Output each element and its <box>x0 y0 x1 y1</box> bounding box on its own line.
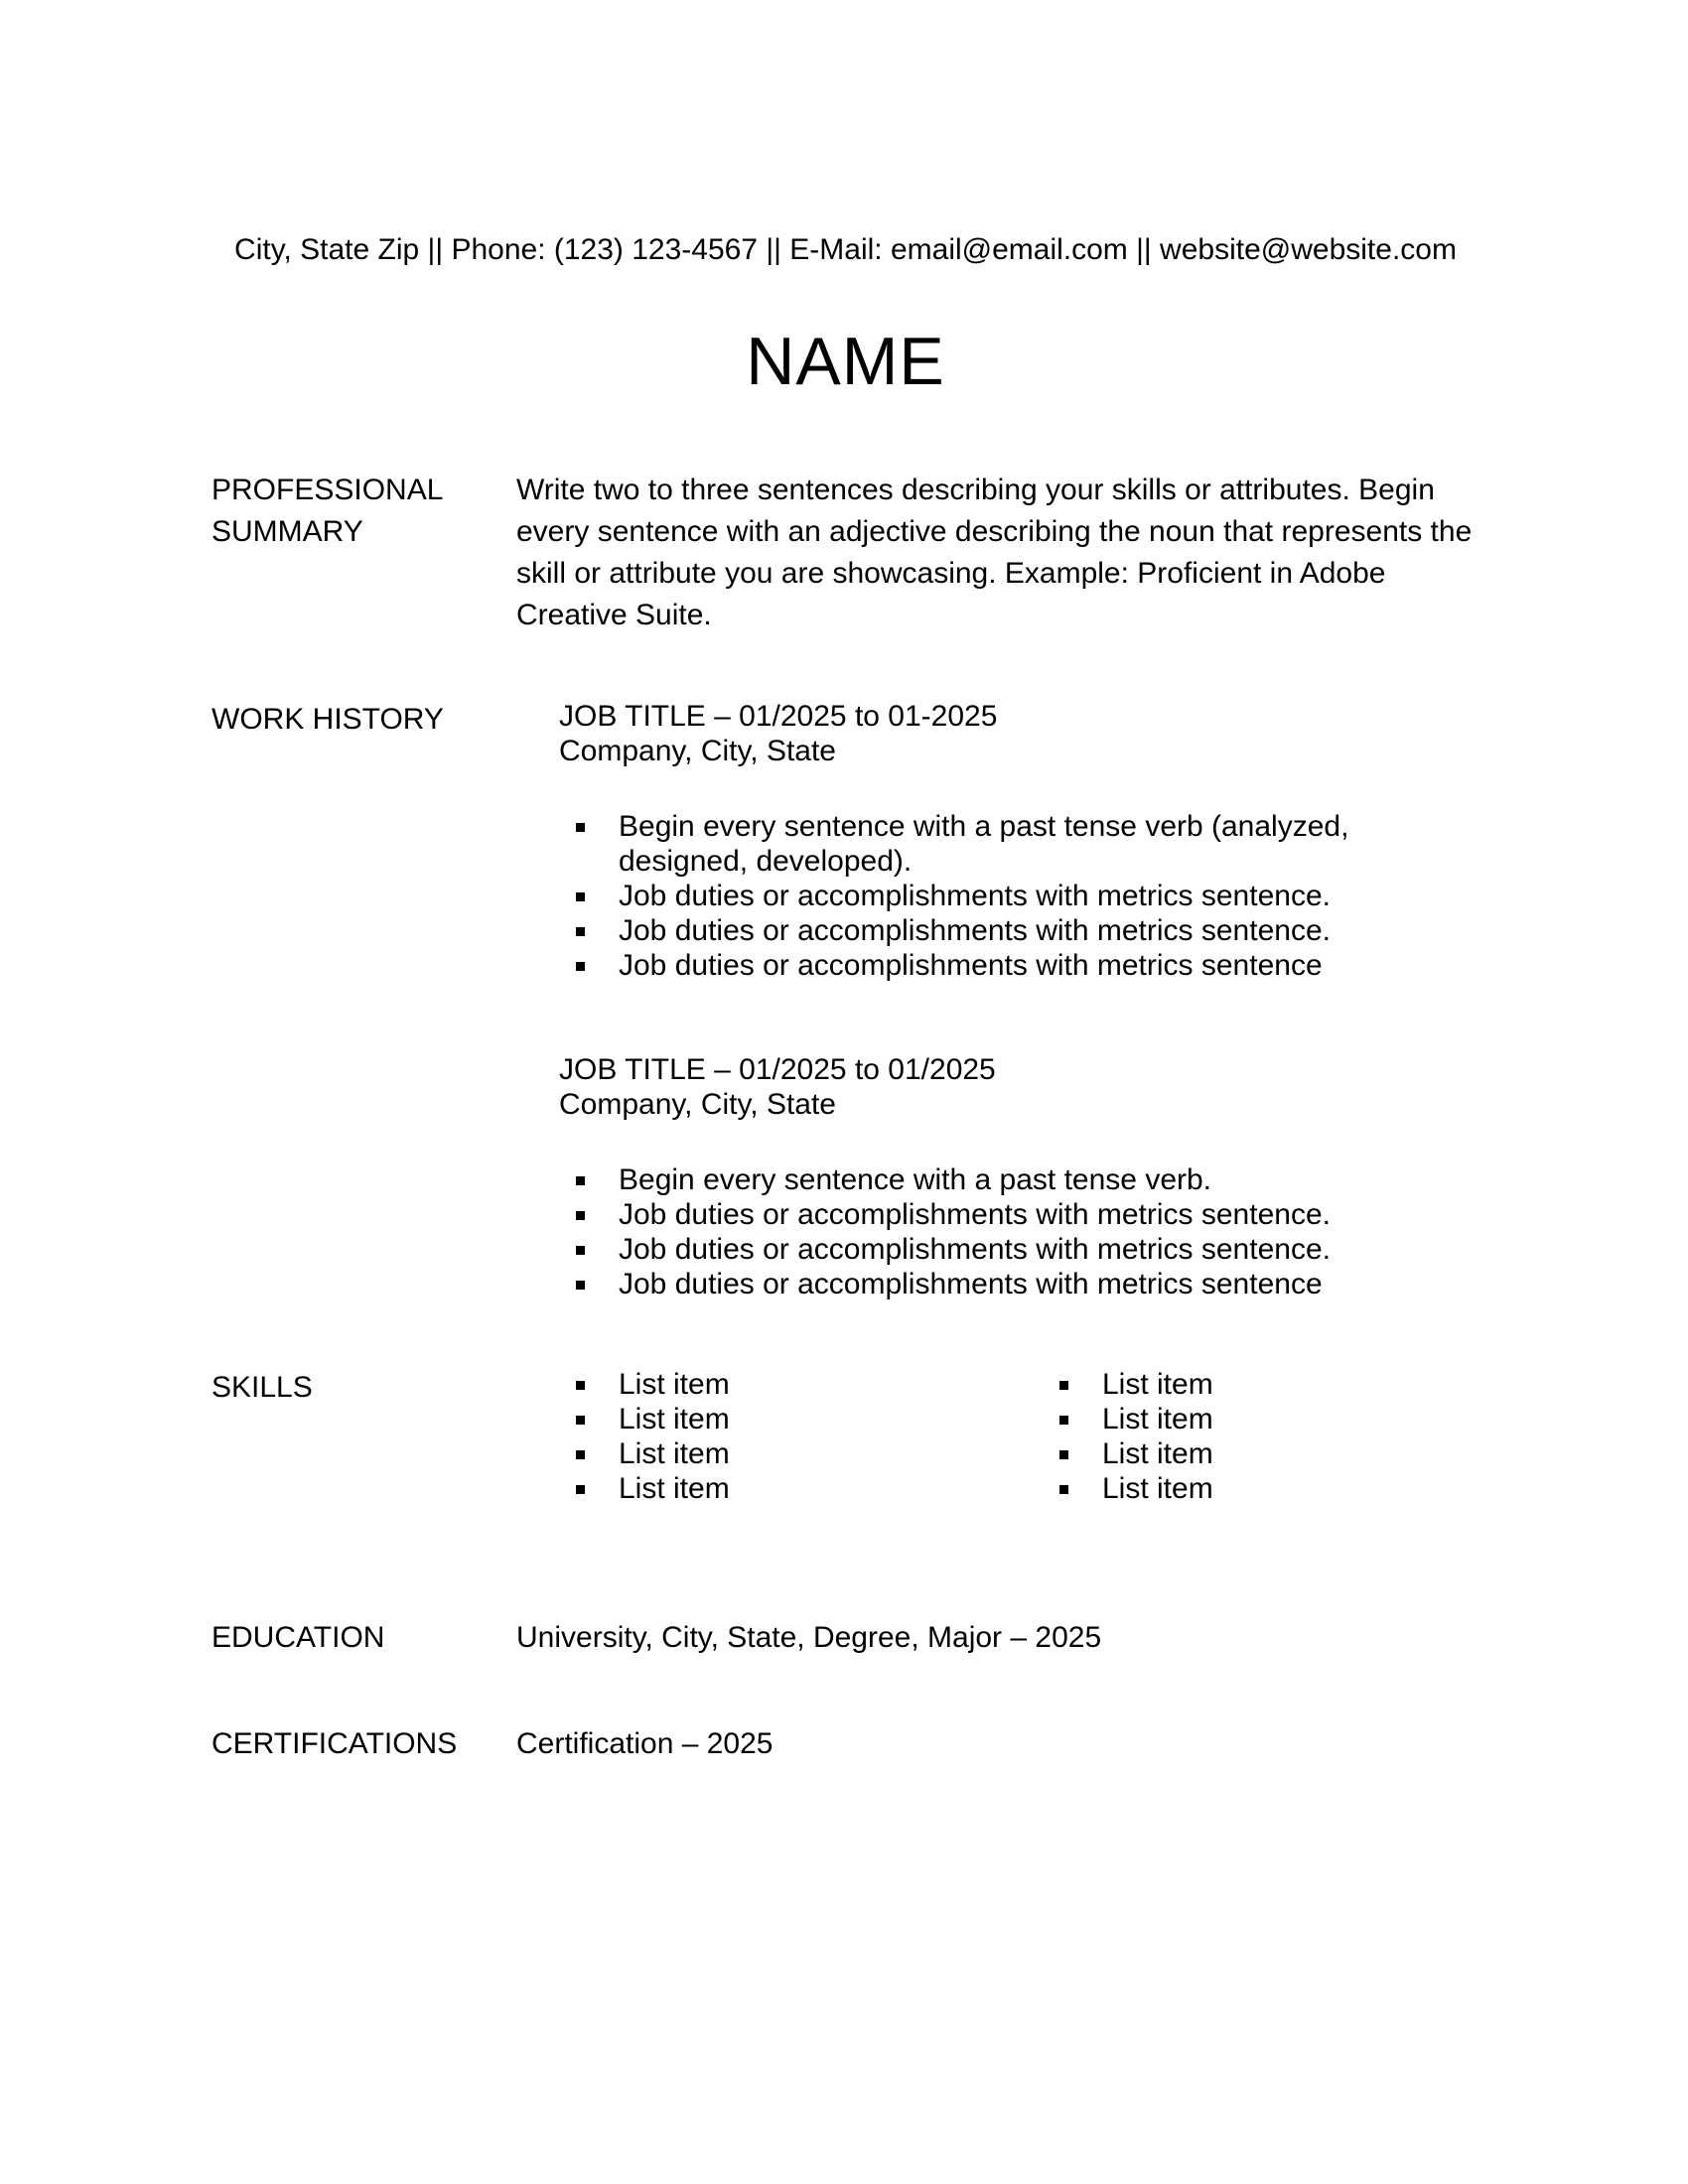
section-education <box>211 1617 1479 1659</box>
bullet-item <box>559 1162 1479 1197</box>
bullet-icon <box>1059 1381 1068 1390</box>
bullet-item <box>559 948 1479 983</box>
bullet-item <box>1000 1402 1213 1436</box>
bullet-icon <box>1059 1450 1068 1459</box>
bullet-text: Begin every sentence with a past tense verb. <box>619 1163 1212 1196</box>
section-certifications <box>211 1723 1479 1765</box>
bullet-icon <box>576 962 585 971</box>
certifications-label: CERTIFICATIONS <box>211 1727 458 1760</box>
bullet-text: Job duties or accomplishments with metrics sentence <box>619 949 1323 982</box>
skills-column-1 <box>516 1367 1000 1506</box>
professional-summary-text: Write two to three sentences describing your skills or attributes. Begin every sentence with an adjective describing the noun that represents the skill or attribute you are showcasing. Example: Proficient in Adobe Creative Suite. <box>516 474 1473 631</box>
job-title-line: JOB TITLE – 01/2025 to 01/2025 <box>559 1053 996 1086</box>
bullet-icon <box>576 1246 585 1255</box>
bullet-icon <box>576 1485 585 1494</box>
bullet-text: Job duties or accomplishments with metrics sentence <box>619 1268 1323 1300</box>
job-bullet-list <box>559 1162 1479 1301</box>
bullet-icon <box>1059 1485 1068 1494</box>
bullet-item <box>559 913 1479 948</box>
bullet-text: List item <box>619 1437 730 1470</box>
bullet-text: List item <box>1102 1437 1213 1470</box>
section-professional-summary <box>211 470 1479 636</box>
bullet-icon <box>576 1381 585 1390</box>
bullet-icon <box>576 1450 585 1459</box>
bullet-item <box>559 1232 1479 1267</box>
bullet-icon <box>1059 1416 1068 1425</box>
bullet-icon <box>576 1211 585 1220</box>
bullet-text: List item <box>619 1472 730 1505</box>
name-title: NAME <box>746 324 945 399</box>
bullet-item <box>1000 1367 1213 1402</box>
bullet-item <box>516 1436 1000 1471</box>
bullet-text: List item <box>1102 1403 1213 1435</box>
section-skills <box>211 1367 1479 1506</box>
job-company-line: Company, City, State <box>559 735 836 767</box>
bullet-item <box>516 1471 1000 1506</box>
bullet-item <box>516 1367 1000 1402</box>
education-label: EDUCATION <box>211 1621 385 1654</box>
certifications-text: Certification – 2025 <box>516 1727 774 1760</box>
bullet-text: Job duties or accomplishments with metrics sentence. <box>619 1233 1331 1266</box>
bullet-text: Begin every sentence with a past tense verb (analyzed, designed, developed). <box>619 810 1349 878</box>
bullet-item <box>559 1267 1479 1301</box>
bullet-text: List item <box>1102 1368 1213 1401</box>
bullet-icon <box>576 927 585 936</box>
professional-summary-label: PROFESSIONAL SUMMARY <box>211 474 443 548</box>
bullet-text: List item <box>619 1368 730 1401</box>
job-bullet-list <box>559 809 1479 983</box>
bullet-icon <box>576 892 585 901</box>
bullet-item <box>559 1197 1479 1232</box>
bullet-icon <box>576 1281 585 1290</box>
bullet-text: List item <box>1102 1472 1213 1505</box>
job-entry-1 <box>559 699 1479 983</box>
bullet-icon <box>576 1176 585 1185</box>
job-title-line: JOB TITLE – 01/2025 to 01-2025 <box>559 700 998 733</box>
bullet-text: Job duties or accomplishments with metrics sentence. <box>619 880 1331 912</box>
contact-line: City, State Zip || Phone: (123) 123-4567 || E-Mail: email@email.com || website@website.com <box>234 233 1457 266</box>
education-text: University, City, State, Degree, Major – 2025 <box>516 1621 1102 1654</box>
bullet-text: Job duties or accomplishments with metrics sentence. <box>619 1198 1331 1231</box>
bullet-icon <box>576 1416 585 1425</box>
bullet-icon <box>576 823 585 832</box>
bullet-item <box>1000 1471 1213 1506</box>
job-entry-2 <box>559 1052 1479 1301</box>
bullet-text: List item <box>619 1403 730 1435</box>
job-company-line: Company, City, State <box>559 1088 836 1121</box>
bullet-item <box>559 879 1479 913</box>
bullet-item <box>516 1402 1000 1436</box>
work-history-label: WORK HISTORY <box>211 703 444 736</box>
bullet-item <box>559 809 1479 879</box>
skills-column-2 <box>1000 1367 1213 1506</box>
section-work-history <box>211 699 1479 1301</box>
skills-label: SKILLS <box>211 1371 313 1404</box>
bullet-text: Job duties or accomplishments with metrics sentence. <box>619 914 1331 947</box>
bullet-item <box>1000 1436 1213 1471</box>
